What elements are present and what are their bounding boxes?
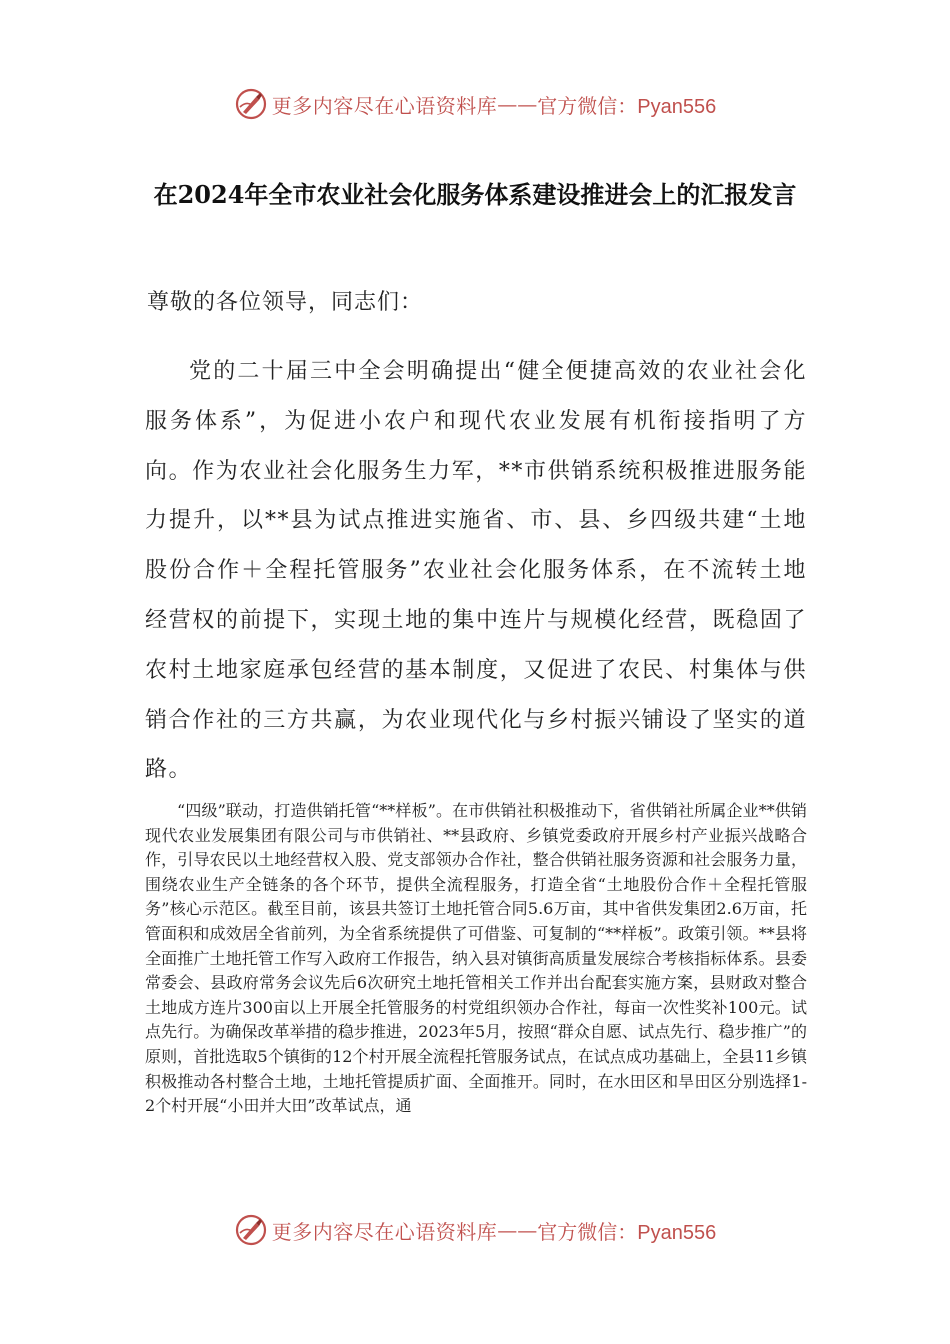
intro-paragraph: 党的二十届三中全会明确提出“健全便捷高效的农业社会化服务体系”，为促进小农户和现代农业发展有机衔接指明了方向。作为农业社会化服务生力军，**市供销系统积极推进服务能力提升，以**县为试点推进实施省、市、县、乡四级共建“土地股份合作＋全程托管服务”农业社会化服务体系，在不流转土地经营权的前提下，实现土地的集中连片与规模化经营，既稳固了农村土地家庭承包经营的基本制度，又促进了农民、村集体与供销合作社的三方共赢，为农业现代化与乡村振兴铺设了坚实的道路。 — [145, 359, 807, 783]
watermark-text: 更多内容尽在心语资料库 — [271, 93, 498, 118]
pen-logo-icon — [234, 87, 268, 121]
watermark-contact: 官方微信：Pyan556 — [537, 95, 717, 118]
watermark-text: 更多内容尽在心语资料库 — [271, 1219, 498, 1244]
document-title: 在2024年全市农业社会化服务体系建设推进会上的汇报发言 — [153, 180, 797, 209]
watermark-header — [0, 84, 950, 124]
pen-logo-icon — [234, 1213, 268, 1247]
watermark-dash: —— — [497, 92, 538, 116]
watermark-contact: 官方微信：Pyan556 — [537, 1221, 717, 1244]
section-paragraph: “四级”联动，打造供销托管“**样板”。在市供销社积极推动下，省供销社所属企业**供销现代农业发展集团有限公司与市供销社、**县政府、乡镇党委政府开展乡村产业振兴战略合作，引导农民以土地经营权入股、党支部领办合作社，整合供销社服务资源和社会服务力量，围绕农业生产全链条的各个环节，提供全流程服务，打造全省“土地股份合作＋全程托管服务”核心示范区。截至目前，该县共签订土地托管合同5.6万亩，其中省供发集团2.6万亩，托管面积和成效居全省前列，为全省系统提供了可借鉴、可复制的“**样板”。政策引领。**县将全面推广土地托管工作写入政府工作报告，纳入县对镇街高质量发展综合考核指标体系。县委常委会、县政府常务会议先后6次研究土地托管相关工作并出台配套实施方案，县财政对整合土地成方连片300亩以上开展全托管服务的村党组织领办合作社，每亩一次性奖补100元。试点先行。为确保改革举措的稳步推进，2023年5月，按照“群众自愿、试点先行、稳步推广”的原则，首批选取5个镇街的12个村开展全流程托管服务试点，在试点成功基础上，全县11乡镇积极推动各村整合土地，土地托管提质扩面、全面推开。同时，在水田区和旱田区分别选择1-2个村开展“小田并大田”改革试点，通 — [145, 801, 807, 1116]
watermark-dash: —— — [497, 1218, 538, 1242]
greeting: 尊敬的各位领导，同志们： — [147, 290, 424, 315]
watermark-footer — [0, 1210, 950, 1250]
